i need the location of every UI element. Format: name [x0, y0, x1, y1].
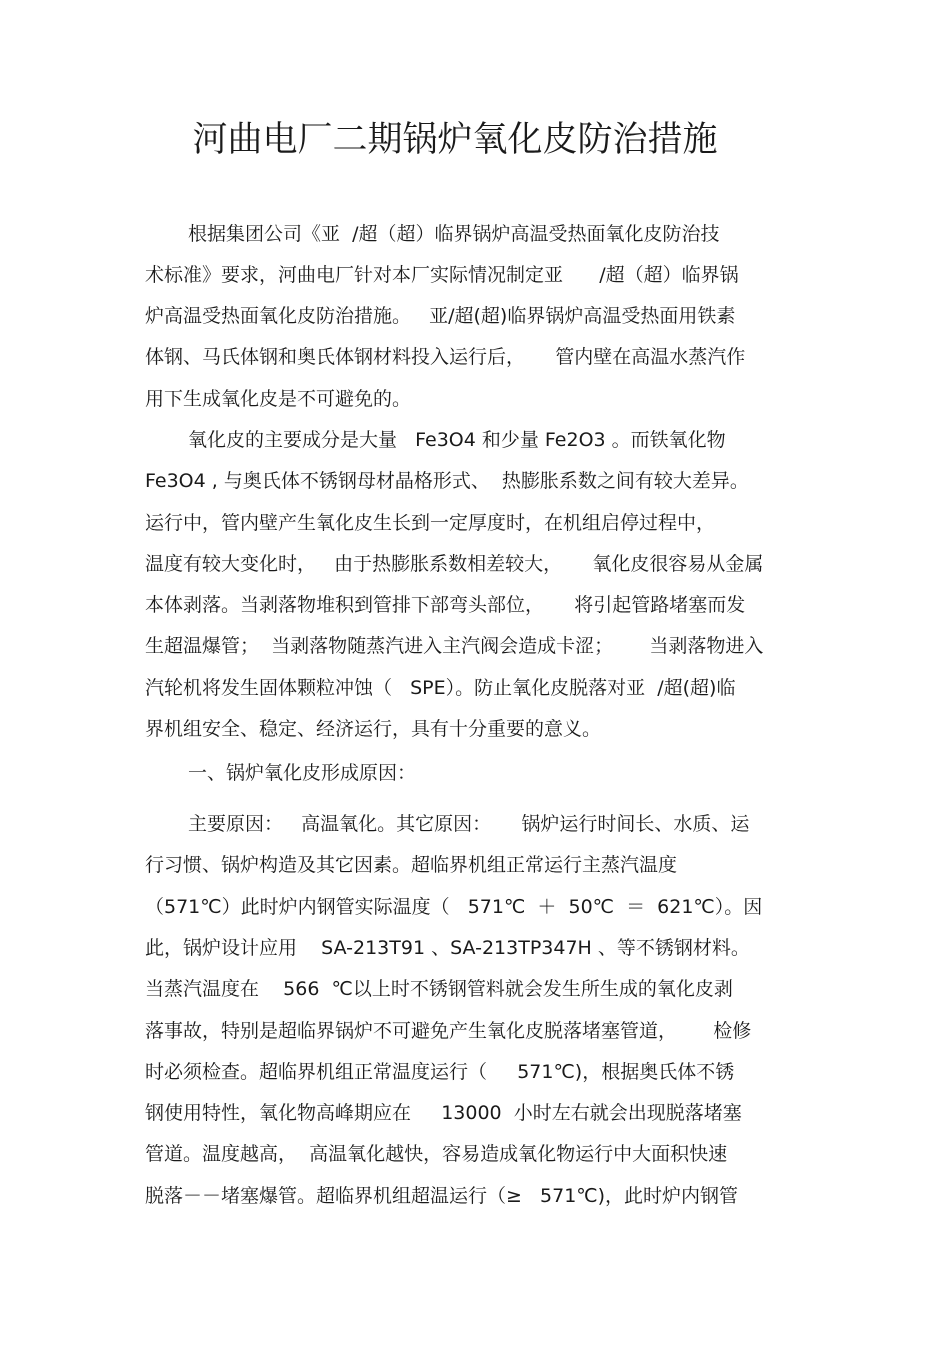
body-line: 当蒸汽温度在 566 ℃以上时不锈钢管料就会发生所生成的氧化皮剥	[145, 978, 733, 1000]
body-line: （571℃）此时炉内钢管实际温度（ 571℃ ＋ 50℃ ＝ 621℃）。因	[145, 896, 763, 918]
body-line: 此，锅炉设计应用 SA-213T91 、SA-213TP347H 、等不锈钢材料。	[145, 937, 750, 959]
body-line: 汽轮机将发生固体颗粒冲蚀（ SPE）。防止氧化皮脱落对亚 /超(超)临	[145, 677, 736, 699]
body-line: 术标准》要求，河曲电厂针对本厂实际情况制定亚 /超（超）临界锅	[145, 264, 739, 286]
body-line: 落事故，特别是超临界锅炉不可避免产生氧化皮脱落堵塞管道， 检修	[145, 1020, 752, 1042]
body-line: 钢使用特性，氧化物高峰期应在 13000 小时左右就会出现脱落堵塞	[145, 1102, 742, 1124]
body-line: 温度有较大变化时， 由于热膨胀系数相差较大， 氧化皮很容易从金属	[145, 553, 764, 575]
body-line: 脱落－－堵塞爆管。超临界机组超温运行（≥ 571℃)，此时炉内钢管	[145, 1185, 739, 1207]
body-line: 运行中，管内壁产生氧化皮生长到一定厚度时，在机组启停过程中，	[145, 512, 716, 534]
section-heading: 一、锅炉氧化皮形成原因：	[188, 762, 417, 784]
body-line: 体钢、马氏体钢和奥氏体钢材料投入运行后， 管内壁在高温水蒸汽作	[145, 346, 746, 368]
body-line: 用下生成氧化皮是不可避免的。	[145, 388, 412, 410]
body-line: 主要原因： 高温氧化。其它原因： 锅炉运行时间长、水质、运	[188, 813, 750, 835]
body-line: 炉高温受热面氧化皮防治措施。 亚/超(超)临界锅炉高温受热面用铁素	[145, 305, 736, 327]
body-line: 根据集团公司《亚 /超（超）临界锅炉高温受热面氧化皮防治技	[188, 223, 720, 245]
body-line: 氧化皮的主要成分是大量 Fe3O4 和少量 Fe2O3 。而铁氧化物	[188, 429, 726, 451]
body-line: 本体剥落。当剥落物堆积到管排下部弯头部位， 将引起管路堵塞而发	[145, 594, 746, 616]
body-line: 时必须检查。超临界机组正常温度运行（ 571℃)，根据奥氏体不锈	[145, 1061, 735, 1083]
body-line: 行习惯、锅炉构造及其它因素。超临界机组正常运行主蒸汽温度	[145, 854, 678, 876]
body-line: 生超温爆管； 当剥落物随蒸汽进入主汽阀会造成卡涩； 当剥落物进入	[145, 635, 764, 657]
body-line: 管道。温度越高， 高温氧化越快，容易造成氧化物运行中大面积快速	[145, 1143, 728, 1165]
page-title: 河曲电厂二期锅炉氧化皮防治措施	[192, 120, 718, 160]
body-line: 界机组安全、稳定、经济运行，具有十分重要的意义。	[145, 718, 602, 740]
body-line: Fe3O4 , 与奥氏体不锈钢母材晶格形式、 热膨胀系数之间有较大差异。	[145, 470, 749, 492]
